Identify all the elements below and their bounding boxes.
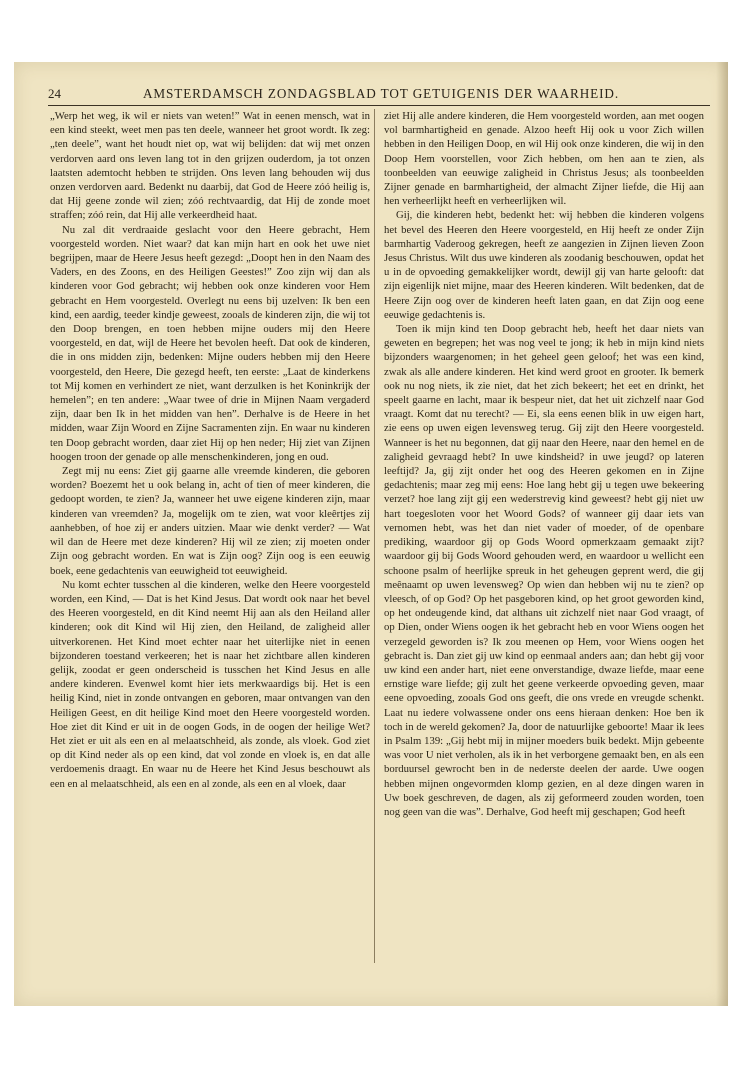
column-divider	[374, 109, 375, 963]
paragraph: Zegt mij nu eens: Ziet gij gaarne alle vreemde kinderen, die geboren worden? Boezemt het u ook belang in, acht of tien of meer kinderen, die gedoopt worden, te zien? Ja, wanneer het uwe eigene kinderen zijn, maar kinderen van vreemden? Ja, mogelijk om te zien, wat voor kleêrtjes zij aanhebben, of hoe zij er anders uitzien. Maar wie denkt verder? — Wat wil dan de Heere met deze kinderen? Hij wil ze zien; zij moeten onder Zijn oog gebracht worden. En wat is Zijn oog? Zijn oog is een eeuwig boek, eene gedachtenis van eeuwigheid tot eeuwigheid.	[50, 465, 370, 577]
publication-title: AMSTERDAMSCH ZONDAGSBLAD TOT GETUIGENIS DER WAARHEID.	[142, 86, 620, 101]
left-column	[50, 109, 370, 963]
newspaper-page	[14, 62, 728, 1006]
header-rule	[48, 105, 710, 106]
paragraph: Gij, die kinderen hebt, bedenkt het: wij hebben die kinderen volgens het bevel des Heeren den Heere voorgesteld, en Hij heeft ze onder Zijn barmhartig Vaderoog gekregen, heeft ze aangezien in Zijnen lieven Zoon Jesus Christus. Wilt dus uwe kinderen als zoodanig beschouwen, opdat het u in de opvoeding gemakkelijker wordt, dewijl gij van harte gelooft: dat zijn eigenlijk niet mijne, maar des Heeren kinderen. Wilt bedenken, dat de Heere Zijn oog over de kinderen heeft laten gaan, en dat Zijn oog eene eeuwige gedachtenis is.	[384, 209, 704, 321]
paragraph: Nu komt echter tusschen al die kinderen, welke den Heere voorgesteld worden, een Kind, — Dat is het Kind Jesus. Dat wordt ook naar het bevel des Heeren voorgesteld, en dit Kind neemt Hij aan als den Heiland aller kinderen; ook dit Kind wil Hij zien, den Heiland, de zaligheid aller uitverkorenen. Het Kind moet echter naar het uiterlijke niet in eenen bijzonderen toestand verkeeren; het is naar het zichtbare allen kinderen gelijk, zoodat er geen onderscheid is tusschen het Kind Jesus en alle andere kinderen. Evenwel komt hier iets merkwaardigs bij. Het is een heilig Kind, niet in zonde ontvangen en geboren, maar ontvangen van den Heiligen Geest, en dit heilige Kind moet den Heere voorgesteld worden. Hoe ziet dit Kind er uit in de oogen Gods, in de oogen der heilige Wet? Het ziet er uit als een en al melaatschheid, als zonde, als vloek. God ziet op dit Kind neder als op een kind, dat vol zonde en vloek is, en dat alle verdoemenis draagt. En waar nu de Heere het Kind Jesus beschouwt als een en al melaatschheid, als een en al zonde, als een en al vloek, daar	[50, 578, 370, 790]
page-header	[48, 86, 714, 106]
paragraph: ziet Hij alle andere kinderen, die Hem voorgesteld worden, aan met oogen vol barmhartigheid en genade. Alzoo heeft Hij ook u voor Zich willen hebben in den Heiligen Doop, en wil Hij ook onze kinderen, die wij in den Doop Hem voorstellen, voor Zich hebben, om hen aan te zien, als toonbeelden van eeuwige zaligheid in Christus Jesus; als toonbeelden Zijner genade en barmhartigheid, der almacht Zijner liefde, die Hij aan hen verheerlijkt heeft en verheerlijken wil.	[384, 110, 704, 208]
page-number: 24	[48, 86, 61, 101]
paragraph: „Werp het weg, ik wil er niets van weten!” Wat in eenen mensch, wat in een kind steekt, weet men pas ten deele, wanneer het groot wordt. Ik zeg: „ten deele”, want het houdt niet op, wat wij belijden: dat wij met onzen verdorven aard ons leven lang tot in den grijzen ouderdom, ja tot onzen laatsten ademtocht hebben te strijden. Ons leven lang behouden wij dus onzen verdorven aard. Bedenkt nu daarbij, dat God de Heere zóó heilig is, dat Hij geene zonde wil zien; zóó rechtvaardig, dat Hij de zonde moet straffen; zóó rein, dat Hij alle verkeerdheid haat.	[50, 110, 370, 222]
right-column	[384, 109, 704, 963]
paragraph: Toen ik mijn kind ten Doop gebracht heb, heeft het daar niets van geweten en begrepen; het was nog veel te jong; ik heb in mijn kind niets bijzonders waargenomen; in het geheel geen geloof; het was een kind, zwak als alle andere kinderen. Het kind werd groot en grooter. Ik bemerk ook nu nog niets, ik zie niet, dat het zich bekeert; het eet en drinkt, het speelt gaarne en lacht, maar ik bespeur niet, dat het uit zichzelf naar God vraagt. Komt dat nu terecht? — Ei, sla eens eenen blik in uw eigen hart, zie eens op uwen eigen levensweg terug. Gij zijt den Heere voorgesteld. Wanneer is het nu begonnen, dat gij naar den Heere, naar den hemel en de zaligheid gevraagd hebt? In uwe kindsheid? in uwe jeugd? op lateren leeftijd? Ja, gij zijt onder het oog des Heeren gekomen en in Zijne gedachtenis; maar zeg mij eens: Hoe lang hebt gij u tegen uwe bekeering verzet? hoe lang zijt gij een wederstrevig kind geweest? hebt gij niet uw hart toegesloten voor het Woord Gods? of wanneer gij daar iets van vernomen hebt, was het dan niet vader of moeder, of de openbare prediking, waardoor gij op Gods Woord opmerkzaam gemaakt zijt? waardoor gij bij Gods Woord gehouden werd, en waardoor u wellicht een schoone psalm of heerlijke spreuk in het geheugen geprent werd, die gij meênaamt op uwen levensweg? Op wien dan hebben wij nu te zien? op vleesch, of op God? Op het pasgeboren kind, op het groot geworden kind, op het ondeugende kind, dat althans uit zichzelf niet naar God vraagt, of op Dien, onder Wiens oogen ik het gebracht heb en voor Wiens oogen het verzegeld geworden is? Ik zou meenen op Hem, voor Wiens oogen het gebracht is. Dan ziet gij uw kind op eenmaal anders aan; dan hebt gij voor uw kind een ander hart, niet eene onverstandige, dwaze liefde, maar eene ernstige ware liefde; gij zult het geene verkeerde opvoeding geven, maar eene opvoeding, zooals God ons geeft, die ons vrede en vreugde schenkt. Laat nu iedere volwassene onder ons eens hieraan denken: Hoe ben ik toch in de wereld gekomen? Ja, door de natuurlijke geboorte! Maar ik lees in Psalm 139: „Gij hebt mij in mijner moeders buik bedekt. Mijn gebeente was voor U niet verholen, als ik in het verborgene gemaakt ben, en als een borduursel gewrocht ben in de nederste deelen der aarde. Uwe oogen hebben mijnen ongevormden klomp gezien, en al deze dingen waren in Uw boek geschreven, de dagen, als zij geformeerd zouden worden, toen nog geen van die was”. Derhalve, God heeft mij geschapen; God heeft	[384, 323, 704, 818]
paragraph: Nu zal dit verdraaide geslacht voor den Heere gebracht, Hem voorgesteld worden. Niet waar? dat kan mijn hart en ook het uwe niet begrijpen, maar de Heere Jesus heeft gezegd: „Doopt hen in den Naam des Vaders, en des Zoons, en des Heiligen Geestes!” Zoo zijn wij dan als kinderen voor God gebracht; wij hebben ook onze kinderen voor Hem gebracht en Hem voorgesteld. Overlegt nu eens bij uzelven: Ik ben een kind, een aardig, teeder kindje geweest, zooals de kinderen zijn, die wij tot den Doop brengen, en toen hebben mijne ouders mij den Heere voorgesteld, en dat, wijl de Heere het bevolen heeft. Dat ook de kinderen, die in ons midden zijn, bedenken: Mijne ouders hebben mij den Heere voorgesteld, den Heere, Die gezegd heeft, ten eerste: „Laat de kinderkens tot Mij komen en verhindert ze niet, want derzulken is het Koninkrijk der hemelen”; en ten andere: „Waar twee of drie in Mijnen Naam vergaderd zijn, daar ben Ik in het midden van hen”. Derhalve is de Heere in het midden, waar Zijn Woord en Zijne Sacramenten zijn. En waar nu kinderen ten Doop gebracht worden, daar ziet Hij op hen neder; Hij ziet van Zijnen hoogen troon der genade op alle menschenkinderen, jong en oud.	[50, 223, 370, 463]
